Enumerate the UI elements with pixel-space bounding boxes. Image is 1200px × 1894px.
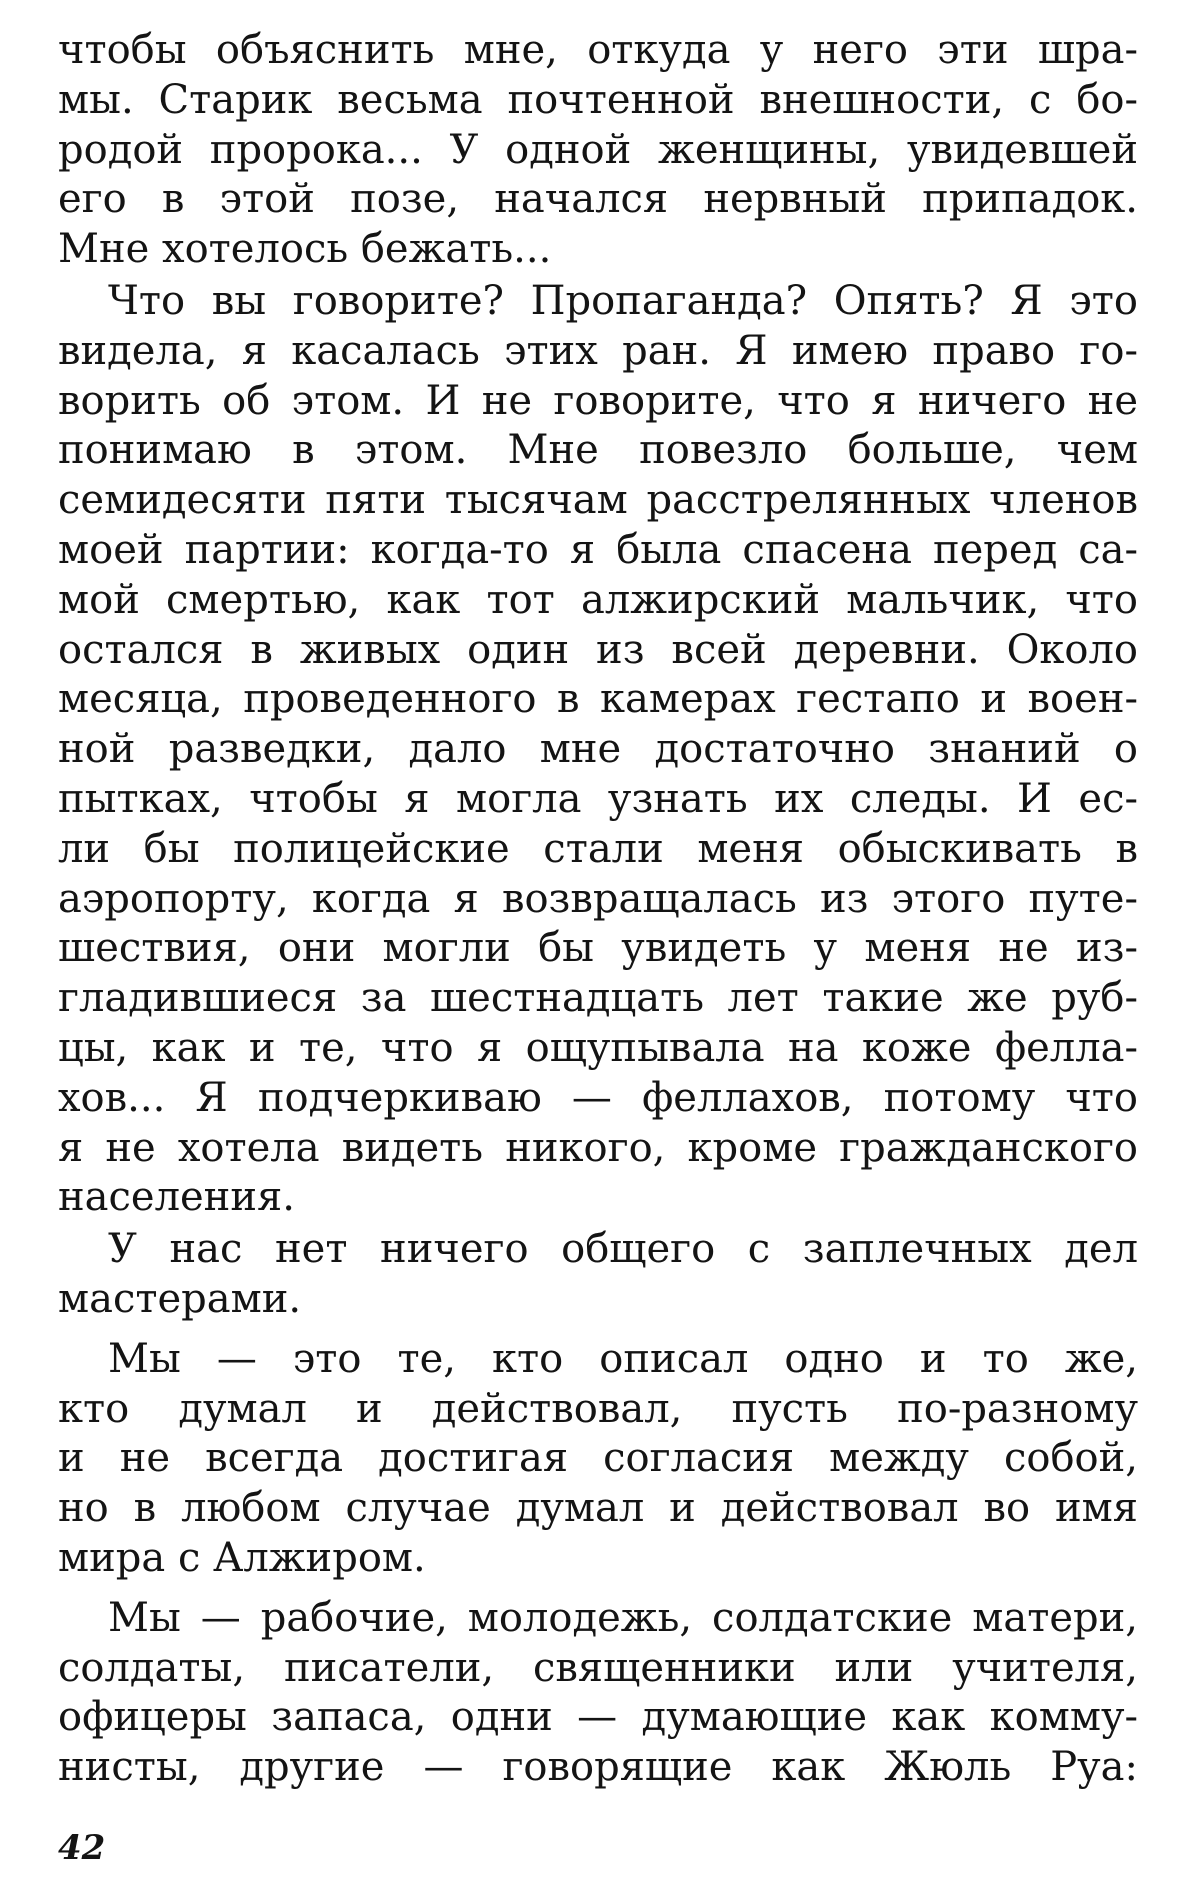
page-number: 42 — [58, 1828, 106, 1868]
text-line: понимаю в этом. Мне повезло больше, чем — [58, 427, 1138, 474]
text-line: шествия, они могли бы увидеть у меня не из- — [58, 925, 1138, 972]
paragraph — [58, 277, 1138, 1223]
text-line: ли бы полицейские стали меня обыскивать в — [58, 825, 1138, 872]
body-text — [58, 26, 1138, 1793]
text-line: У нас нет ничего общего с заплечных дел — [108, 1226, 1138, 1273]
text-line: мира с Алжиром. — [58, 1534, 426, 1581]
text-line: мой смертью, как тот алжирский мальчик, что — [58, 576, 1138, 623]
text-line: его в этой позе, начался нервный припадок. — [58, 176, 1138, 223]
text-line: мы. Старик весьма почтенной внешности, с бо- — [58, 76, 1138, 123]
text-line: остался в живых один из всей деревни. Около — [58, 626, 1138, 673]
paragraph — [58, 1225, 1138, 1325]
text-line: населения. — [58, 1174, 295, 1221]
text-line: ворить об этом. И не говорите, что я ничего не — [58, 377, 1138, 424]
text-line: мастерами. — [58, 1275, 302, 1322]
text-line: Мы — это те, кто описал одно и то же, — [108, 1335, 1138, 1382]
text-line: семидесяти пяти тысячам расстрелянных членов — [58, 477, 1138, 524]
text-line: кто думал и действовал, пусть по-разному — [58, 1385, 1138, 1432]
text-line: солдаты, писатели, священники или учителя, — [58, 1644, 1138, 1691]
text-line: ной разведки, дало мне достаточно знаний о — [58, 726, 1138, 773]
text-line: цы, как и те, что я ощупывала на коже фелла- — [58, 1024, 1138, 1071]
text-line: видела, я касалась этих ран. Я имею право го- — [58, 327, 1138, 374]
text-line: нисты, другие — говорящие как Жюль Руа: — [58, 1744, 1138, 1791]
text-line: чтобы объяснить мне, откуда у него эти шра- — [58, 27, 1138, 73]
text-line: Что вы говорите? Пропаганда? Опять? Я это — [108, 277, 1138, 324]
text-line: аэропорту, когда я возвращалась из этого путе- — [58, 875, 1138, 922]
paragraph — [58, 1335, 1138, 1584]
text-line: и не всегда достигая согласия между собой, — [58, 1435, 1138, 1482]
text-line: моей партии: когда-то я была спасена перед са- — [58, 526, 1138, 573]
text-line: месяца, проведенного в камерах гестапо и воен- — [58, 676, 1138, 723]
text-line: родой пророка... У одной женщины, увидевшей — [58, 126, 1138, 173]
paragraph — [58, 1594, 1138, 1793]
text-line: гладившиеся за шестнадцать лет такие же руб- — [58, 975, 1138, 1022]
text-line: Мы — рабочие, молодежь, солдатские матери, — [108, 1594, 1138, 1641]
text-line: офицеры запаса, одни — думающие как комму- — [58, 1694, 1138, 1741]
text-line: я не хотела видеть никого, кроме гражданского — [58, 1124, 1138, 1171]
text-line: Мне хотелось бежать... — [58, 226, 552, 273]
text-line: пытках, чтобы я могла узнать их следы. И ес- — [58, 775, 1138, 822]
text-line: хов... Я подчеркиваю — феллахов, потому что — [58, 1074, 1138, 1121]
text-line: но в любом случае думал и действовал во имя — [58, 1485, 1138, 1532]
paragraph — [58, 26, 1138, 275]
